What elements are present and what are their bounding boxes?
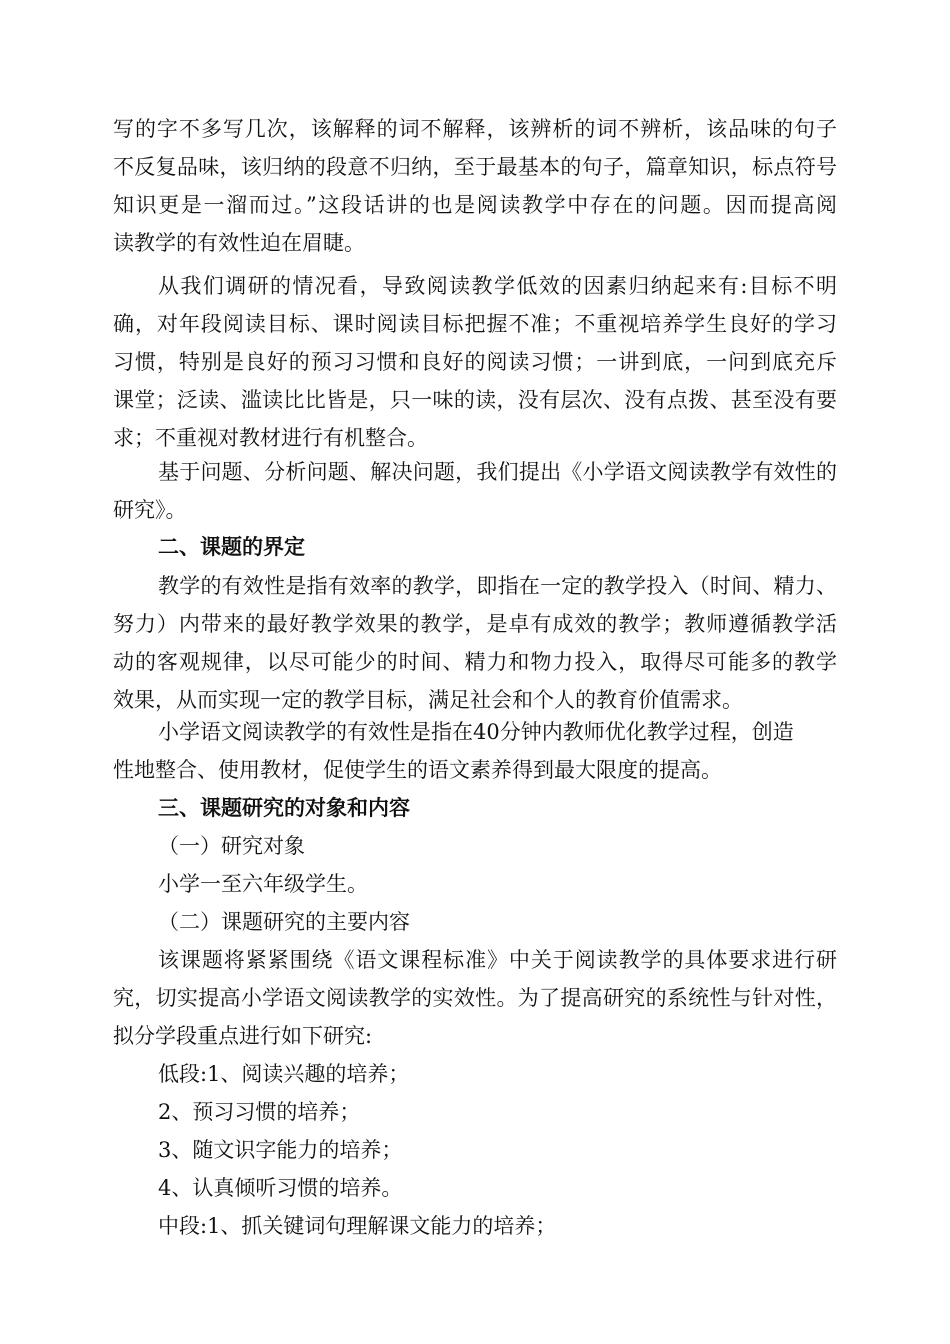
section-heading: 二、课题的界定 <box>158 534 305 559</box>
text-line: 努力）内带来的最好教学效果的教学，是卓有成效的教学；教师遵循教学活 <box>113 612 837 636</box>
text-line: 研究》。 <box>113 498 187 522</box>
text-line: 性地整合、使用教材，促使学生的语文素养得到最大限度的提高。 <box>113 758 722 782</box>
text-line: 究，切实提高小学语文阅读教学的实效性。为了提高研究的系统性与针对性， <box>113 986 837 1010</box>
paragraph-first-line: 基于问题、分析问题、解决问题，我们提出《小学语文阅读教学有效性的 <box>158 460 837 484</box>
text-line: 习惯，特别是良好的预习习惯和良好的阅读习惯；一讲到底，一问到底充斥 <box>113 350 837 374</box>
section-heading: 三、课题研究的对象和内容 <box>158 795 410 820</box>
paragraph-first-line: 教学的有效性是指有效率的教学，即指在一定的教学投入（时间、精力、 <box>158 574 837 598</box>
list-item: 3、随文识字能力的培养； <box>158 1138 403 1162</box>
text-line: 效果，从而实现一定的教学目标，满足社会和个人的教育价值需求。 <box>113 688 743 712</box>
text-line: 知识更是一溜而过。”这段话讲的也是阅读教学中存在的问题。因而提高阅 <box>113 193 837 217</box>
list-item: 中段:1、抓关键词句理解课文能力的培养； <box>158 1214 557 1238</box>
text-line: 确，对年段阅读目标、课时阅读目标把握不准；不重视培养学生良好的学习 <box>113 312 837 336</box>
paragraph-first-line: 小学语文阅读教学的有效性是指在40分钟内教师优化教学过程，创造 <box>158 720 794 744</box>
list-item: 4、认真倾听习惯的培养。 <box>158 1176 403 1200</box>
paragraph-first-line: 从我们调研的情况看，导致阅读教学低效的因素归纳起来有:目标不明 <box>158 274 837 298</box>
text-line: 求；不重视对教材进行有机整合。 <box>113 426 428 450</box>
text-line: 小学一至六年级学生。 <box>158 872 368 896</box>
list-item: 2、预习习惯的培养； <box>158 1100 361 1124</box>
paragraph-first-line: 该课题将紧紧围绕《语文课程标准》中关于阅读教学的具体要求进行研 <box>158 948 837 972</box>
text-line: 课堂；泛读、滥读比比皆是，只一味的读，没有层次、没有点拨、甚至没有要 <box>113 388 837 412</box>
list-item: 低段:1、阅读兴趣的培养； <box>158 1062 410 1086</box>
text-line: 读教学的有效性迫在眉睫。 <box>113 231 365 255</box>
text-line: 动的客观规律，以尽可能少的时间、精力和物力投入，取得尽可能多的教学 <box>113 650 837 674</box>
subsection-heading: （一）研究对象 <box>158 834 305 858</box>
text-line: 不反复品味，该归纳的段意不归纳，至于最基本的句子，篇章知识，标点符号 <box>113 155 837 179</box>
text-line: 拟分学段重点进行如下研究: <box>113 1024 373 1048</box>
text-line: 写的字不多写几次，该解释的词不解释，该辨析的词不辨析，该品味的句子 <box>113 117 837 141</box>
subsection-heading: （二）课题研究的主要内容 <box>158 910 410 934</box>
